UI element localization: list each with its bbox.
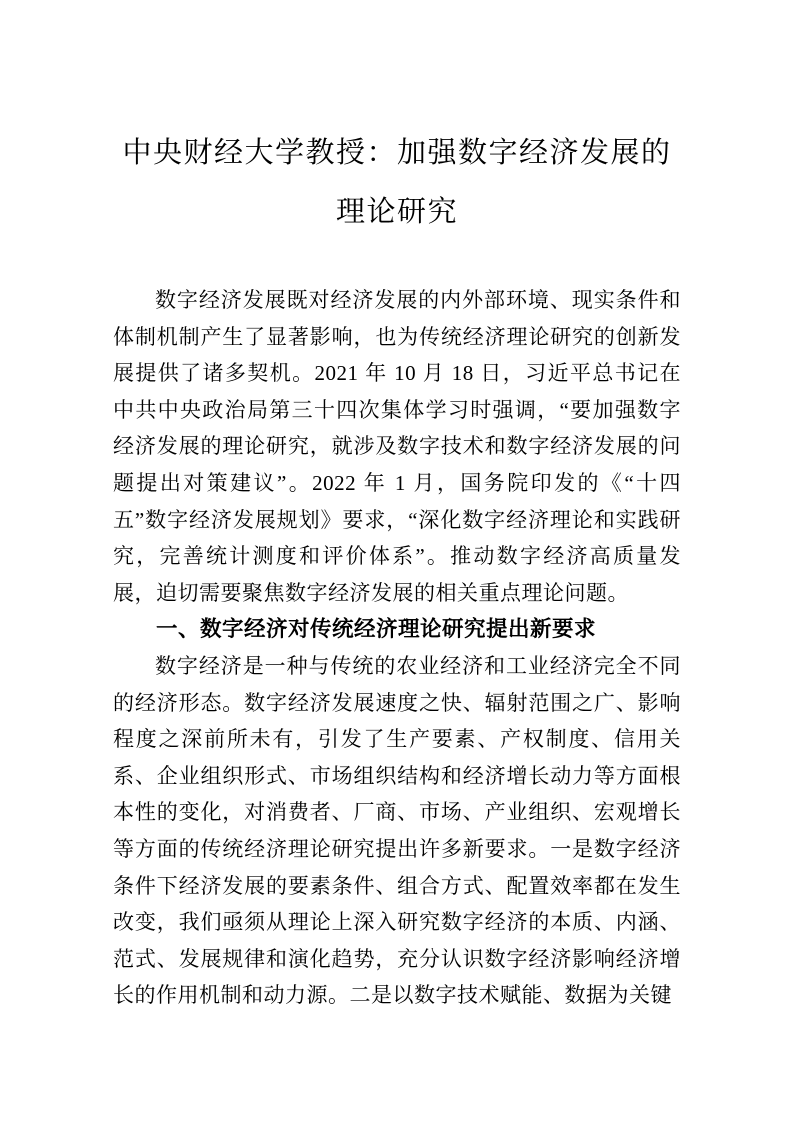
section-heading-1: 一、数字经济对传统经济理论研究提出新要求 bbox=[156, 617, 597, 642]
paragraph-intro: 数字经济发展既对经济发展的内外部环境、现实条件和体制机制产生了显著影响，也为传统经济理论研究的创新发展提供了诸多契机。2021 年 10 月 18 日，习近平总书记在中共中央政治局第三十四次集体学习时强调，“要加强数字经济发展的理论研究，就涉及数字技术和数字经济发展的问题提出对策建议”。2022 年 1 月，国务院印发的《“十四五”数字经济发展规划》要求，“深化数字经济理论和实践研究，完善统计测度和评价体系”。推动数字经济高质量发展，迫切需要聚焦数字经济发展的相关重点理论问题。 bbox=[113, 288, 681, 605]
document-title: 中央财经大学教授：加强数字经济发展的理论研究 bbox=[122, 137, 672, 228]
paragraph-section-1: 数字经济是一种与传统的农业经济和工业经济完全不同的经济形态。数字经济发展速度之快、辐射范围之广、影响程度之深前所未有，引发了生产要素、产权制度、信用关系、企业组织形式、市场组织结构和经济增长动力等方面根本性的变化，对消费者、厂商、市场、产业组织、宏观增长等方面的传统经济理论研究提出许多新要求。一是数字经济条件下经济发展的要素条件、组合方式、配置效率都在发生改变，我们亟须从理论上深入研究数字经济的本质、内涵、范式、发展规律和演化趋势，充分认识数字经济影响经济增长的作用机制和动力源。二是以数字技术赋能、数据为关键 bbox=[113, 653, 681, 1008]
